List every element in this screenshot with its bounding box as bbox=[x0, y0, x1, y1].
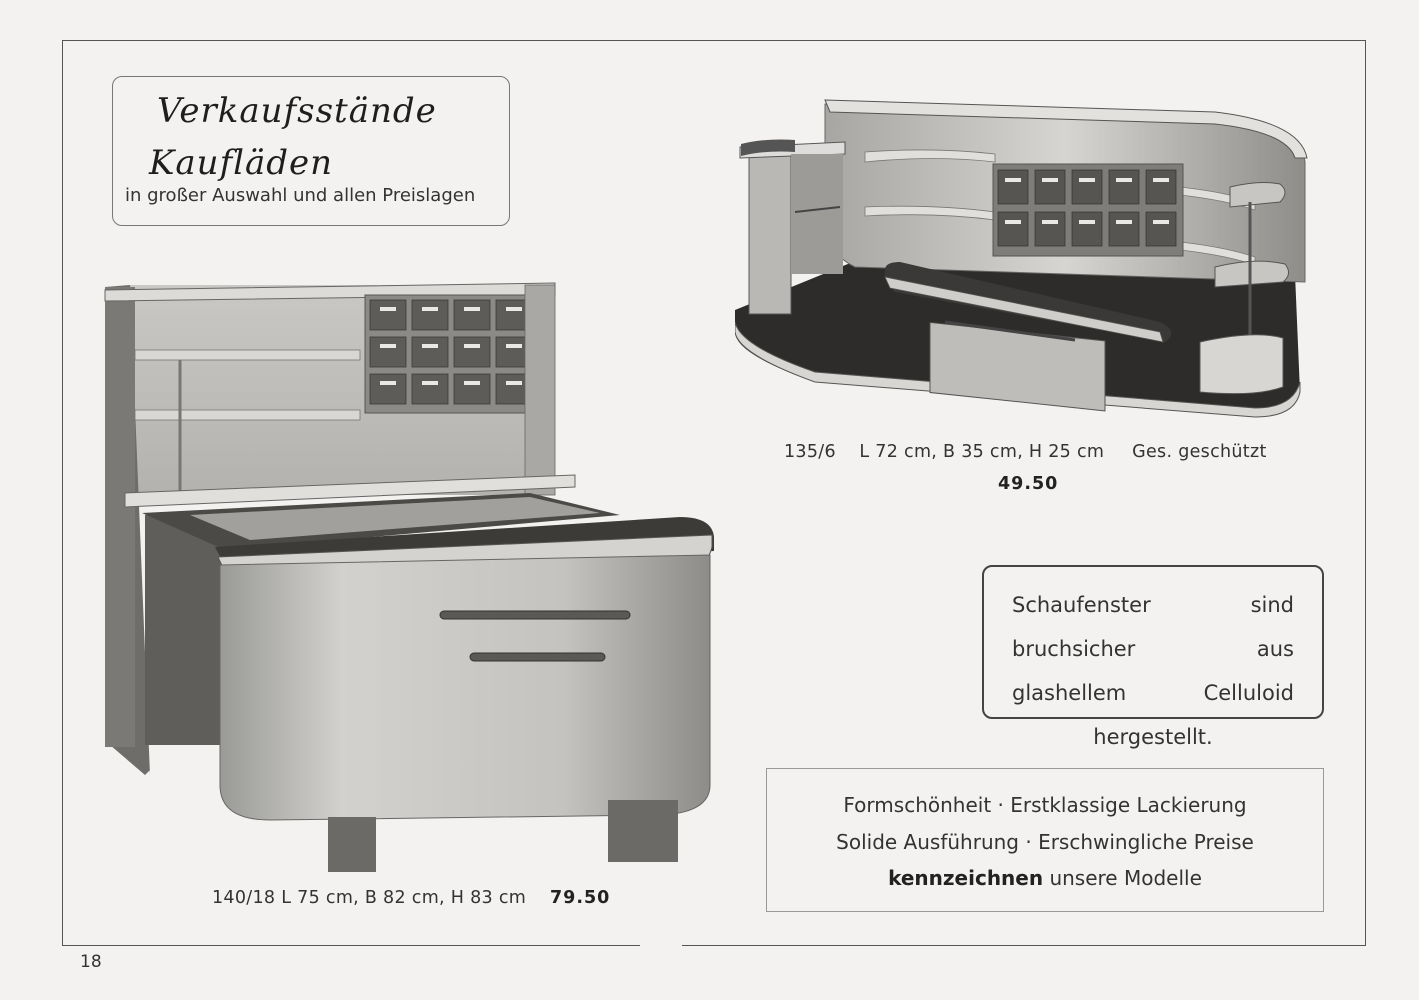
frame-gap bbox=[640, 938, 682, 950]
photo-counter-shop bbox=[100, 265, 720, 880]
dimensions-right: L 72 cm, B 35 cm, H 25 cm bbox=[859, 442, 1105, 462]
price-left: 79.50 bbox=[549, 888, 611, 908]
features-box bbox=[766, 768, 1324, 912]
features-line-3-rest: unsere Modelle bbox=[1043, 866, 1202, 890]
caption-right bbox=[784, 442, 1267, 462]
title-subtitle: in großer Auswahl und allen Preislagen bbox=[125, 185, 476, 206]
dimensions-left: L 75 cm, B 82 cm, H 83 cm bbox=[281, 888, 527, 908]
note-box bbox=[982, 565, 1324, 749]
page-number: 18 bbox=[80, 952, 102, 972]
title-line-1: Verkaufsstände bbox=[157, 91, 437, 131]
note-text: Schaufenster sind bruchsicher aus glashellem Celluloid hergestellt. bbox=[1012, 593, 1294, 749]
title-line-2: Kaufläden bbox=[149, 143, 334, 183]
features-line-3 bbox=[767, 860, 1323, 897]
title-box bbox=[112, 76, 510, 226]
caption-left bbox=[212, 888, 610, 908]
model-number-left: 140/18 bbox=[212, 888, 276, 908]
price-right: 49.50 bbox=[998, 474, 1059, 494]
model-number-right: 135/6 bbox=[784, 442, 836, 462]
features-line-2: Solide Ausführung · Erschwingliche Preise bbox=[836, 829, 1254, 854]
features-line-1: Formschönheit · Erstklassige Lackierung bbox=[843, 793, 1247, 817]
protection-label: Ges. geschützt bbox=[1132, 442, 1267, 462]
features-emphasis: kennzeichnen bbox=[888, 866, 1044, 890]
photo-shop bbox=[735, 92, 1310, 422]
